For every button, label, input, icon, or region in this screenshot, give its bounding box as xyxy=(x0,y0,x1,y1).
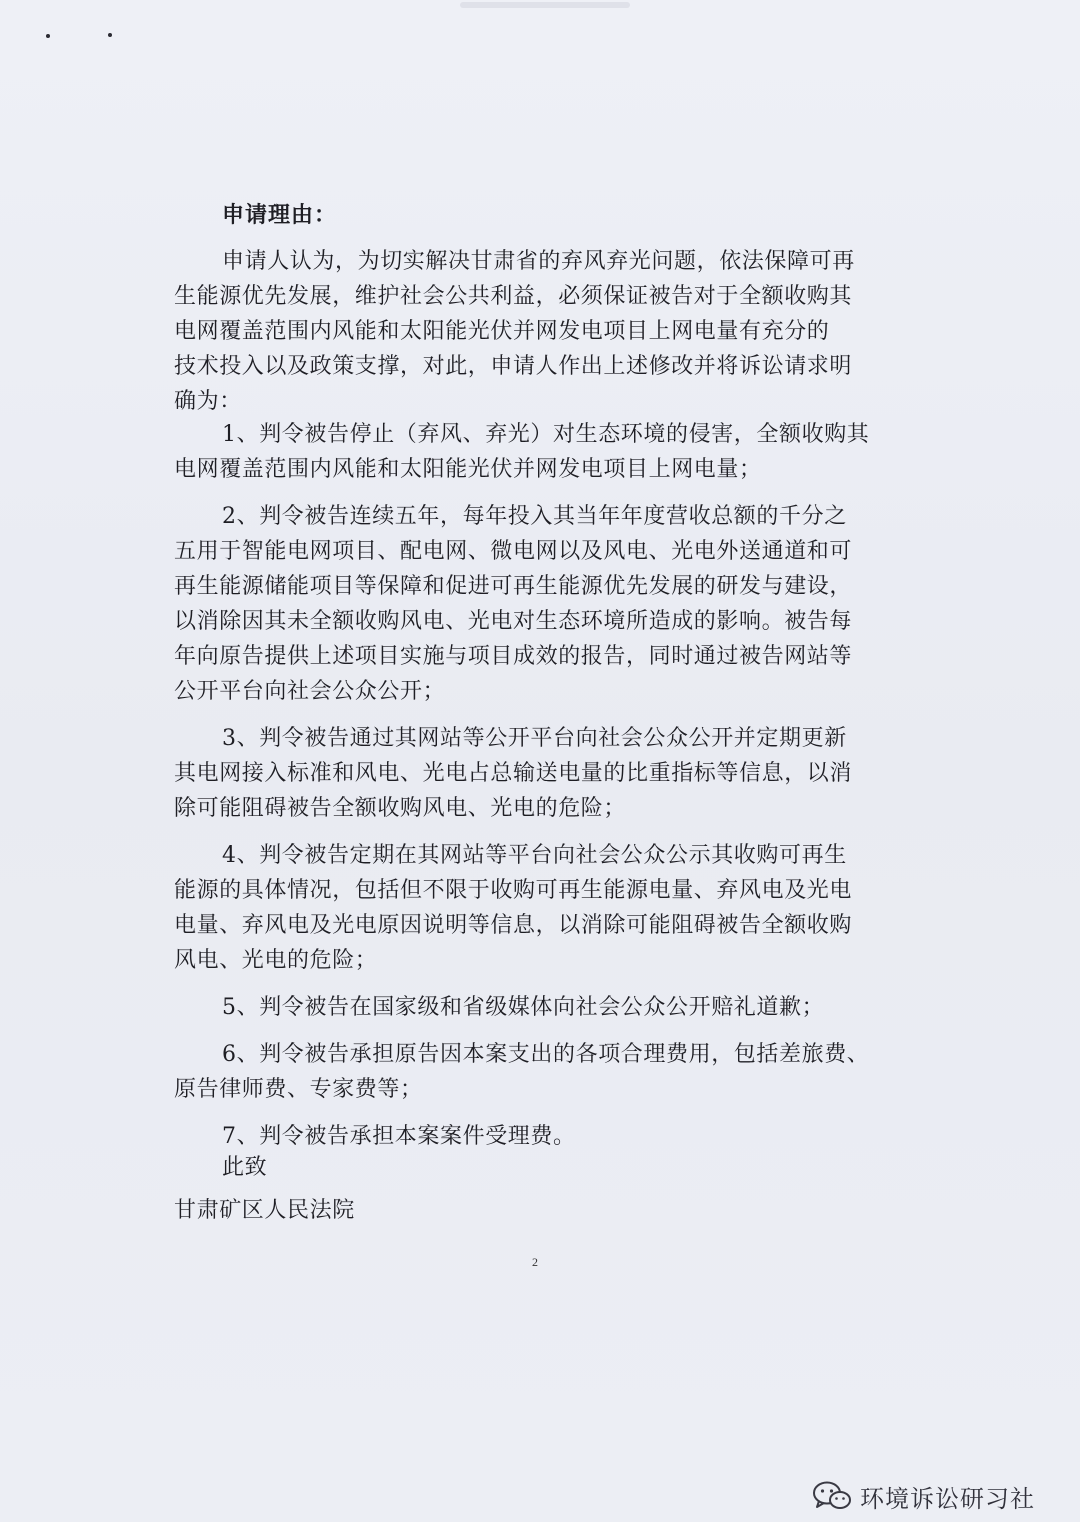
claim-line: 5、判令被告在国家级和省级媒体向社会公众公开赔礼道歉； xyxy=(222,995,825,1020)
document-body xyxy=(174,200,910,235)
reason-line: 电网覆盖范围内风能和太阳能光伏并网发电项目上网电量有充分的 xyxy=(174,319,830,344)
claim-item xyxy=(174,1037,910,1107)
reason-line: 技术投入以及政策支撑，对此，申请人作出上述修改并将诉讼请求明 xyxy=(174,354,853,379)
section-heading: 申请理由： xyxy=(222,202,338,228)
reason-line: 确为： xyxy=(174,389,242,414)
scan-speck xyxy=(46,34,50,38)
reason-line: 申请人认为，为切实解决甘肃省的弃风弃光问题，依法保障可再 xyxy=(222,249,855,274)
page-number: 2 xyxy=(532,1255,538,1269)
court-block xyxy=(174,1193,910,1228)
claim-line: 电网覆盖范围内风能和太阳能光伏并网发电项目上网电量； xyxy=(174,457,762,482)
claim-line: 1、判令被告停止（弃风、弃光）对生态环境的侵害，全额收购其 xyxy=(222,422,870,447)
claim-line: 6、判令被告承担原告因本案支出的各项合理费用，包括差旅费、 xyxy=(222,1042,870,1067)
wechat-icon xyxy=(812,1480,852,1512)
claim-line: 3、判令被告通过其网站等公开平台向社会公众公开并定期更新 xyxy=(222,726,847,751)
claim-line: 除可能阻碍被告全额收购风电、光电的危险； xyxy=(174,796,627,821)
claim-line: 以消除因其未全额收购风电、光电对生态环境所造成的影响。被告每 xyxy=(174,609,853,634)
claim-item xyxy=(174,990,910,1025)
scan-edge xyxy=(460,2,630,8)
closing-block xyxy=(174,1150,910,1185)
court-name: 甘肃矿区人民法院 xyxy=(174,1198,355,1223)
claim-line: 2、判令被告连续五年，每年投入其当年年度营收总额的千分之 xyxy=(222,504,847,529)
claim-line: 能源的具体情况，包括但不限于收购可再生能源电量、弃风电及光电 xyxy=(174,878,853,903)
reason-line: 生能源优先发展，维护社会公共利益，必须保证被告对于全额收购其 xyxy=(174,284,853,309)
claim-line: 其电网接入标准和风电、光电占总输送电量的比重指标等信息，以消 xyxy=(174,761,853,786)
scan-speck xyxy=(108,33,112,37)
claim-item xyxy=(174,1119,910,1154)
claim-line: 年向原告提供上述项目实施与项目成效的报告，同时通过被告网站等 xyxy=(174,644,853,669)
claim-line: 7、判令被告承担本案案件受理费。 xyxy=(222,1124,576,1149)
claim-item xyxy=(174,721,910,826)
claim-item xyxy=(174,838,910,978)
watermark xyxy=(812,1478,1035,1514)
watermark-text: 环境诉讼研习社 xyxy=(860,1484,1035,1513)
claim-item xyxy=(174,417,910,487)
claims-list xyxy=(174,417,910,1166)
claim-line: 五用于智能电网项目、配电网、微电网以及风电、光电外送通道和可 xyxy=(174,539,853,564)
claim-item xyxy=(174,499,910,709)
claim-line: 电量、弃风电及光电原因说明等信息，以消除可能阻碍被告全额收购 xyxy=(174,913,853,938)
claim-line: 风电、光电的危险； xyxy=(174,948,378,973)
claim-line: 再生能源储能项目等保障和促进可再生能源优先发展的研发与建设， xyxy=(174,574,853,599)
claim-line: 公开平台向社会公众公开； xyxy=(174,679,446,704)
claim-line: 4、判令被告定期在其网站等平台向社会公众公示其收购可再生 xyxy=(222,843,847,868)
closing-salutation: 此致 xyxy=(222,1155,268,1180)
reason-paragraph xyxy=(174,244,910,419)
claim-line: 原告律师费、专家费等； xyxy=(174,1077,423,1102)
